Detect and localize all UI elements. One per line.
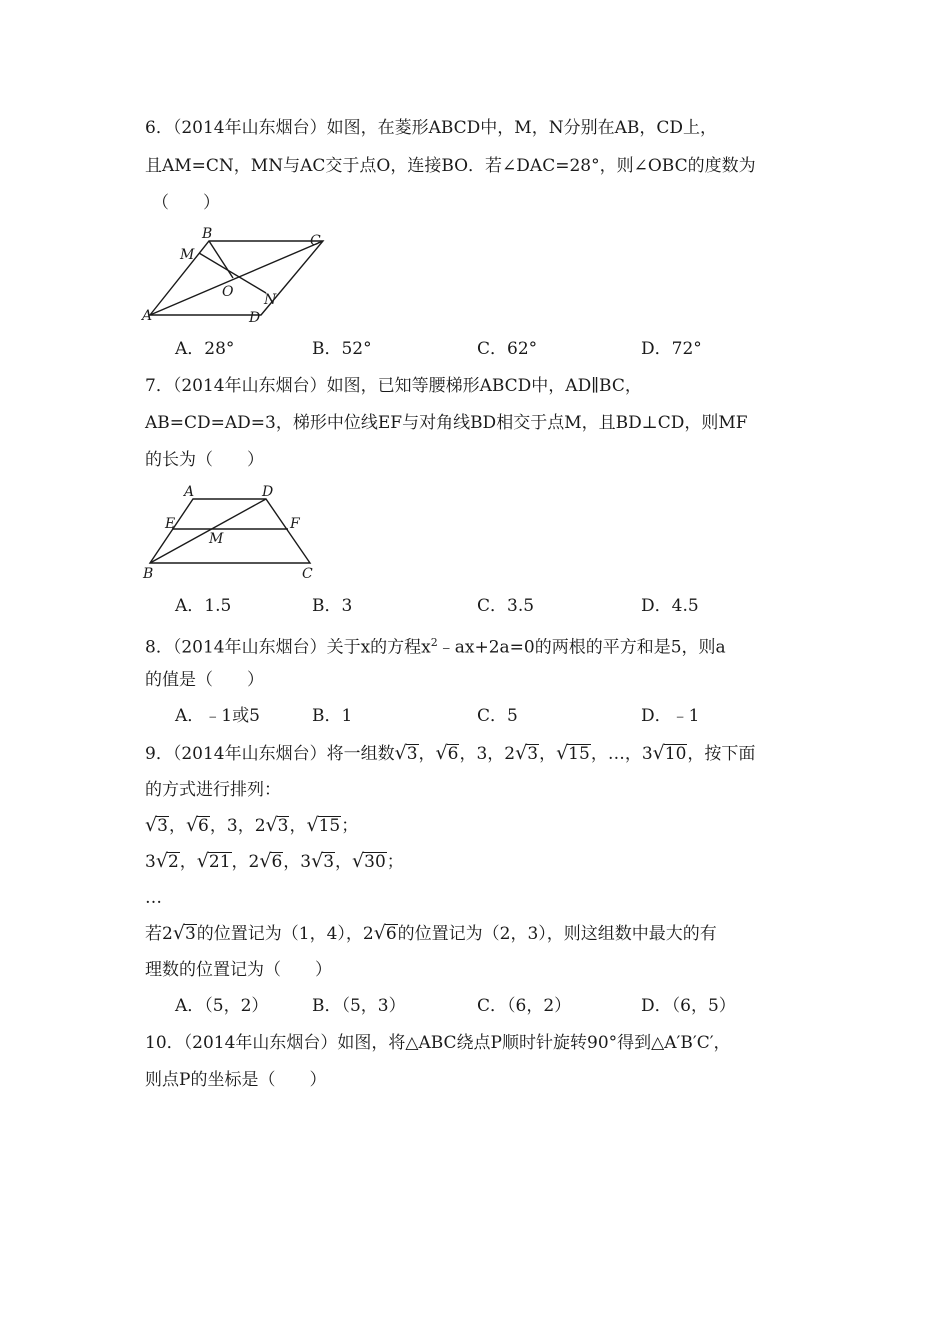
q9-seq-4-coef: 2 [504,744,516,764]
q7-option-b: B．3 [312,596,353,616]
label-m: M [209,531,224,547]
q9-row2-item-4: 3 [323,852,335,872]
q9-option-a: A．（5，2） [175,996,269,1016]
q6-option-c: C．62° [477,339,538,359]
q9-row1-item-4: 3 [277,816,289,836]
q9-row1-item-3: 3 [226,816,238,836]
q8-text-line1 [145,630,726,661]
q9-ellipsis: … [145,888,162,908]
segment-bo [209,241,233,278]
label-a: A [184,484,195,500]
q9-text-line2: 的方式进行排列： [145,780,281,800]
q9-seq-3: 3 [476,744,488,764]
q9-seq-last-coef: 3 [641,744,653,764]
label-m: M [180,247,195,263]
q7-option-c: C．3.5 [477,596,535,616]
q6-text-line3: （ ） [152,193,220,213]
label-f: F [290,516,300,532]
label-b: B [143,566,154,582]
q6-option-d: D．72° [641,339,702,359]
label-a: A [142,308,153,324]
q10-text-line2: 则点P的坐标是（ ） [145,1070,327,1090]
q10-text-line1: 10．（2014年山东烟台）如图，将△ABC绕点P顺时针旋转90°得到△A′B′C′， [145,1033,731,1053]
q9-line5-c: 的位置记为（2，3），则这组数中最大的有 [397,924,717,944]
q8-exponent: 2 [430,636,438,649]
q9-row1-item-2: 6 [198,816,209,836]
label-e: E [165,516,176,532]
q9-row2-item-1: 2 [167,852,179,872]
q9-row2-item-3-coef: 2 [248,852,260,872]
diagonal-ac [150,241,323,315]
label-d: D [249,310,261,326]
q9-row1-item-4-coef: 2 [254,816,266,836]
label-d: D [262,484,274,500]
q8-option-b: B．1 [312,706,353,726]
trapezoid-figure [140,482,330,584]
q7-text-line1: 7．（2014年山东烟台）如图，已知等腰梯形ABCD中，AD∥BC， [145,376,642,396]
q9-option-c: C．（6，2） [477,996,572,1016]
q9-option-b: B．（5，3） [312,996,406,1016]
q9-row2-item-4-coef: 3 [300,852,312,872]
q8-line1-pre: 8．（2014年山东烟台）关于x的方程x [145,637,431,658]
label-o: O [222,284,234,300]
q6-option-a: A．28° [175,339,235,359]
q9-line1-post: ，按下面 [687,744,756,764]
q9-line1-pre: 9．（2014年山东烟台）将一组数 [145,744,395,764]
q7-text-line3: 的长为（ ） [145,450,264,470]
q7-option-a: A．1.5 [175,596,232,616]
q6-text-line1: 6．（2014年山东烟台）如图，在菱形ABCD中，M，N分别在AB，CD上， [145,118,717,138]
q9-seq-2: 6 [447,744,459,764]
q9-line5-b-rad: 6 [385,924,397,944]
q9-line5-b: 的位置记为（1，4），2 [196,924,374,944]
q9-seq-1: 3 [406,744,418,764]
q8-option-c: C．5 [477,706,518,726]
q9-row-2: 3√2，√21，2√6，3√3，√30； [145,850,404,872]
q9-seq-last: 10 [664,744,687,764]
q7-text-line2: AB=CD=AD=3，梯形中位线EF与对角线BD相交于点M，且BD⊥CD，则MF [145,413,748,433]
q9-row-1: √3，√6，3，2√3，√15； [145,814,359,836]
q9-row2-item-3: 6 [271,852,283,872]
q9-row1-item-5: 15 [318,816,341,836]
q9-row1-item-1: 3 [157,816,168,836]
q9-text-line6: 理数的位置记为（ ） [145,960,332,980]
q9-line5-a: 若2 [145,924,173,944]
q9-row2-item-1-coef: 3 [145,852,156,872]
label-c: C [310,233,321,249]
q9-text-line1: 9．（2014年山东烟台）将一组数√3，√6，3，2√3，√15，…，3√10，按下面 [145,742,756,764]
q9-seq-5: 15 [568,744,590,764]
q9-text-line5: 若2√3的位置记为（1，4），2√6的位置记为（2，3），则这组数中最大的有 [145,922,717,944]
q6-option-b: B．52° [312,339,372,359]
label-n: N [264,292,277,308]
q6-text-line2: 且AM=CN，MN与AC交于点O，连接BO．若∠DAC=28°，则∠OBC的度数为 [145,156,756,176]
q9-seq-ellipsis: … [607,744,625,764]
label-b: B [202,226,213,242]
q9-line5-a-rad: 3 [184,924,196,944]
label-c: C [302,566,313,582]
q9-option-d: D．（6，5） [641,996,736,1016]
q8-option-d: D．﹣1 [641,706,700,726]
q9-seq-4: 3 [527,744,539,764]
q8-option-a: A．﹣1或5 [175,706,260,726]
rhombus-figure [140,224,330,328]
q9-row2-item-5: 30 [364,852,386,872]
q7-option-d: D．4.5 [641,596,699,616]
q8-line1-post: ﹣ax+2a=0的两根的平方和是5，则a [437,637,726,658]
q8-text-line2: 的值是（ ） [145,670,264,690]
q9-row2-item-2: 21 [208,852,231,872]
